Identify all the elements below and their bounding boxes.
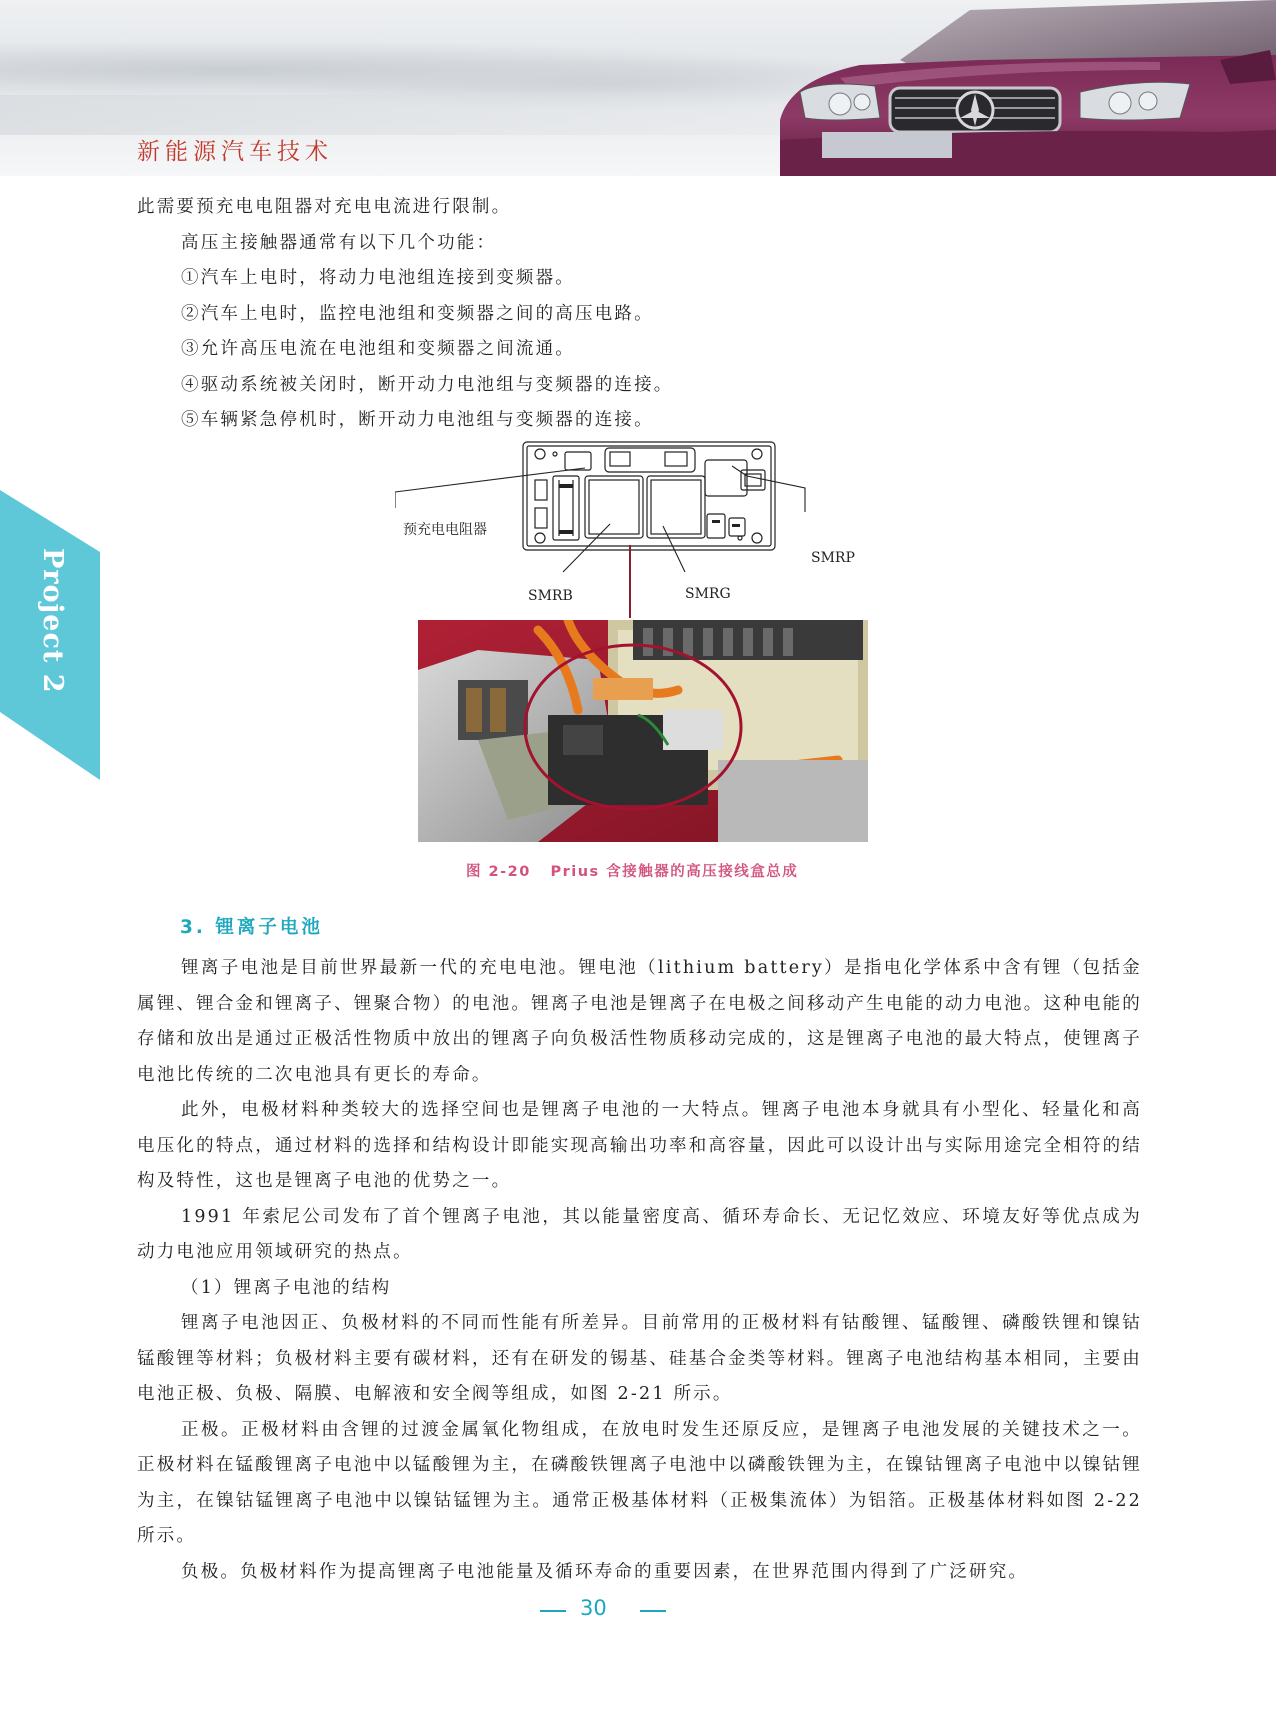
page-number-dash <box>640 1610 666 1612</box>
header-banner <box>0 0 1276 176</box>
text-line: 高压主接触器通常有以下几个功能： <box>181 232 497 253</box>
banner-mist <box>0 95 880 135</box>
paragraph: 1991 年索尼公司发布了首个锂离子电池，其以能量密度高、循环寿命长、无记忆效应、环境友好等优点成为动力电池应用领域研究的热点。 <box>137 1206 1142 1262</box>
list-item: ④驱动系统被关闭时，断开动力电池组与变频器的连接。 <box>181 374 674 395</box>
book-title: 新能源汽车技术 <box>137 139 333 165</box>
page-number-dash <box>540 1610 566 1612</box>
page-number: 30 <box>580 1596 607 1620</box>
paragraph: 负极。负极材料作为提高锂离子电池能量及循环寿命的重要因素，在世界范围内得到了广泛研究。 <box>181 1561 1029 1582</box>
section-body <box>137 951 1142 1590</box>
paragraph: 正极。正极材料由含锂的过渡金属氧化物组成，在放电时发生还原反应，是锂离子电池发展的关键技术之一。正极材料在锰酸锂离子电池中以锰酸锂为主，在磷酸铁锂离子电池中以磷酸铁锂为主，在镍钴锂离子电池中以镍钴锂为主，在镍钴锰锂离子电池中以镍钴锰锂为主。通常正极基体材料（正极集流体）为铝箔。正极基体材料如图 2-22 所示。 <box>137 1419 1142 1546</box>
list-item: ⑤车辆紧急停机时，断开动力电池组与变频器的连接。 <box>181 410 654 430</box>
list-item: ②汽车上电时，监控电池组和变频器之间的高压电路。 <box>181 303 654 324</box>
car-illustration <box>780 0 1276 176</box>
smrp-label: SMRP <box>811 550 855 566</box>
list-item: ③允许高压电流在电池组和变频器之间流通。 <box>181 339 575 359</box>
text-line: 此需要预充电电阻器对充电电流进行限制。 <box>137 197 512 217</box>
smrg-label: SMRG <box>685 586 731 602</box>
junction-box-diagram <box>395 440 875 618</box>
paragraph: 此外，电极材料种类较大的选择空间也是锂离子电池的一大特点。锂离子电池本身就具有小型化、轻量化和高电压化的特点，通过材料的选择和结构设计即能实现高输出功率和高容量，因此可以设计出与实际用途完全相符的结构及特性，这也是锂离子电池的优势之一。 <box>137 1100 1142 1191</box>
subheading: （1）锂离子电池的结构 <box>181 1277 392 1298</box>
paragraph: 锂离子电池是目前世界最新一代的充电电池。锂电池（lithium battery）是指电化学体系中含有锂（包括金属锂、锂合金和锂离子、锂聚合物）的电池。锂离子电池是锂离子在电极之间移动产生电能的动力电池。这种电能的存储和放出是通过正极活性物质中放出的锂离子向负极活性物质移动完成的，这是锂离子电池的最大特点，使锂离子电池比传统的二次电池具有更长的寿命。 <box>137 958 1142 1085</box>
project-tab-label: Project 2 <box>37 548 68 694</box>
section-heading: 3. 锂离子电池 <box>180 917 323 938</box>
figure-caption: 图 2-20 Prius 含接触器的高压接线盒总成 <box>466 864 799 880</box>
smrb-label: SMRB <box>528 588 573 604</box>
list-item: ①汽车上电时，将动力电池组连接到变频器。 <box>181 268 575 288</box>
precharge-resistor-label: 预充电电阻器 <box>403 522 487 538</box>
junction-box-photo <box>418 620 868 842</box>
paragraph: 锂离子电池因正、负极材料的不同而性能有所差异。目前常用的正极材料有钴酸锂、锰酸锂、磷酸铁锂和镍钴锰酸锂等材料；负极材料主要有碳材料，还有在研发的锡基、硅基合金类等材料。锂离子电池结构基本相同，主要由电池正极、负极、隔膜、电解液和安全阀等组成，如图 2-21 所示。 <box>137 1313 1142 1404</box>
intro-text-block <box>137 190 1142 439</box>
